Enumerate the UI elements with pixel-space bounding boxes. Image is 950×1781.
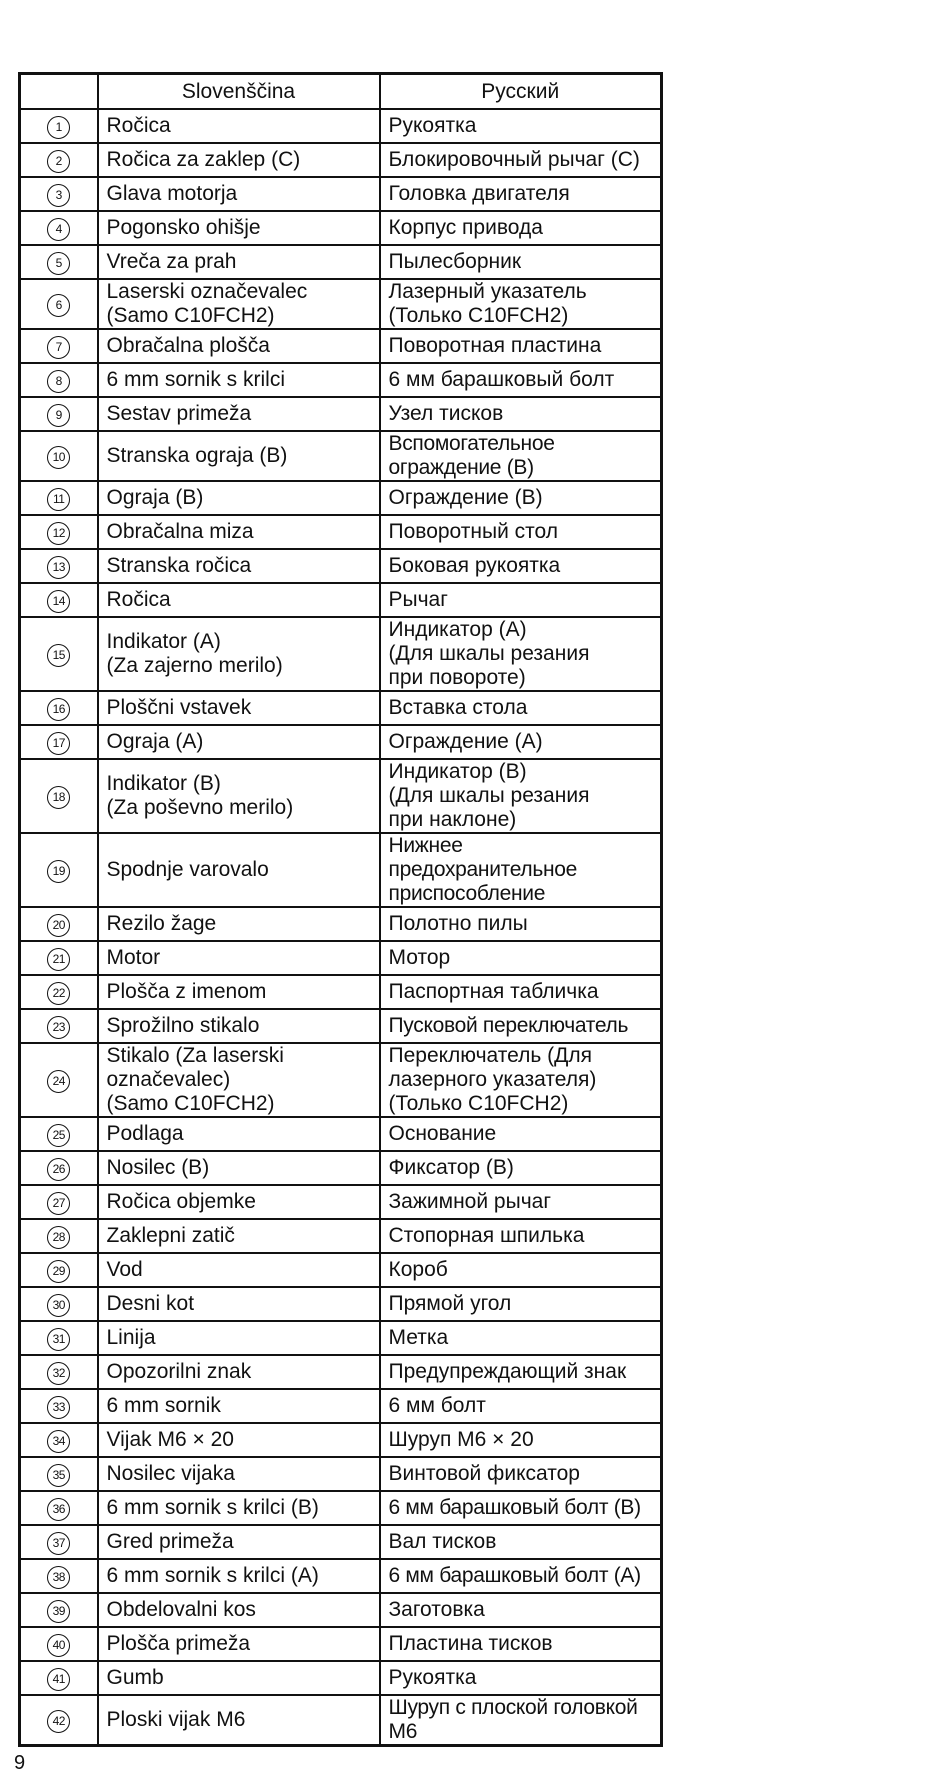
russian-term-cell: Предупреждающий знак — [380, 1355, 662, 1389]
russian-term-cell: Вал тисков — [380, 1525, 662, 1559]
item-number-cell — [20, 1627, 98, 1661]
russian-term-cell: Блокировочный рычаг (C) — [380, 143, 662, 177]
item-number-cell — [20, 397, 98, 431]
item-number-cell — [20, 1661, 98, 1695]
item-number-circle: 41 — [47, 1668, 70, 1691]
item-number-circle: 24 — [47, 1070, 70, 1093]
slovenian-term-cell: Obračalna miza — [98, 515, 380, 549]
russian-term-cell: Рукоятка — [380, 1661, 662, 1695]
slovenian-term-cell: 6 mm sornik — [98, 1389, 380, 1423]
item-number-circle: 14 — [47, 590, 70, 613]
slovenian-term-cell: Ročica — [98, 109, 380, 143]
item-number-circle: 5 — [47, 252, 70, 275]
slovenian-term-cell: Obračalna plošča — [98, 329, 380, 363]
table-row — [20, 1219, 662, 1253]
table-row — [20, 1695, 662, 1746]
russian-term-cell: Вспомогательное ограждение (B) — [380, 431, 662, 481]
header-slovenian: Slovenščina — [98, 74, 380, 110]
table-row — [20, 1593, 662, 1627]
russian-term-cell: Узел тисков — [380, 397, 662, 431]
header-number — [20, 74, 98, 110]
slovenian-term-cell: Ročica za zaklep (C) — [98, 143, 380, 177]
item-number-circle: 17 — [47, 732, 70, 755]
table-row — [20, 833, 662, 907]
item-number-cell — [20, 1389, 98, 1423]
table-row — [20, 245, 662, 279]
slovenian-term-cell: Plošča z imenom — [98, 975, 380, 1009]
slovenian-term-cell: Indikator (A) (Za zajerno merilo) — [98, 617, 380, 691]
russian-term-cell: Мотор — [380, 941, 662, 975]
item-number-cell — [20, 1457, 98, 1491]
item-number-circle: 34 — [47, 1430, 70, 1453]
slovenian-term-cell: Vijak M6 × 20 — [98, 1423, 380, 1457]
table-row — [20, 1043, 662, 1117]
russian-term-cell: Нижнее предохранительное приспособление — [380, 833, 662, 907]
russian-term-cell: 6 мм барашковый болт — [380, 363, 662, 397]
table-row — [20, 1185, 662, 1219]
item-number-circle: 26 — [47, 1158, 70, 1181]
item-number-cell — [20, 177, 98, 211]
table-row — [20, 397, 662, 431]
item-number-cell — [20, 329, 98, 363]
russian-term-cell: Рукоятка — [380, 109, 662, 143]
item-number-cell — [20, 833, 98, 907]
russian-term-cell: Полотно пилы — [380, 907, 662, 941]
item-number-cell — [20, 1593, 98, 1627]
item-number-circle: 36 — [47, 1498, 70, 1521]
item-number-cell — [20, 583, 98, 617]
table-row — [20, 583, 662, 617]
slovenian-term-cell: Vreča za prah — [98, 245, 380, 279]
item-number-cell — [20, 1355, 98, 1389]
item-number-cell — [20, 549, 98, 583]
russian-term-cell: Пусковой переключатель — [380, 1009, 662, 1043]
russian-term-cell: Рычаг — [380, 583, 662, 617]
item-number-cell — [20, 759, 98, 833]
slovenian-term-cell: Desni kot — [98, 1287, 380, 1321]
item-number-cell — [20, 1491, 98, 1525]
slovenian-term-cell: Pogonsko ohišje — [98, 211, 380, 245]
table-row — [20, 975, 662, 1009]
item-number-cell — [20, 1117, 98, 1151]
russian-term-cell: Ограждение (A) — [380, 725, 662, 759]
item-number-circle: 42 — [47, 1710, 70, 1733]
item-number-cell — [20, 515, 98, 549]
item-number-circle: 23 — [47, 1016, 70, 1039]
slovenian-term-cell: Motor — [98, 941, 380, 975]
russian-term-cell: Основание — [380, 1117, 662, 1151]
slovenian-term-cell: Ograja (A) — [98, 725, 380, 759]
table-row — [20, 177, 662, 211]
item-number-cell — [20, 431, 98, 481]
slovenian-term-cell: Gumb — [98, 1661, 380, 1695]
russian-term-cell: Корпус привода — [380, 211, 662, 245]
table-row — [20, 1253, 662, 1287]
item-number-circle: 8 — [47, 370, 70, 393]
item-number-circle: 27 — [47, 1192, 70, 1215]
slovenian-term-cell: Linija — [98, 1321, 380, 1355]
slovenian-term-cell: Sprožilno stikalo — [98, 1009, 380, 1043]
russian-term-cell: Поворотный стол — [380, 515, 662, 549]
table-row — [20, 725, 662, 759]
slovenian-term-cell: Stranska ročica — [98, 549, 380, 583]
slovenian-term-cell: Plošča primeža — [98, 1627, 380, 1661]
russian-term-cell: Короб — [380, 1253, 662, 1287]
slovenian-term-cell: Obdelovalni kos — [98, 1593, 380, 1627]
slovenian-term-cell: 6 mm sornik s krilci — [98, 363, 380, 397]
russian-term-cell: Зажимной рычаг — [380, 1185, 662, 1219]
table-row — [20, 617, 662, 691]
item-number-cell — [20, 1009, 98, 1043]
russian-term-cell: Индикатор (A) (Для шкалы резания при повороте) — [380, 617, 662, 691]
slovenian-term-cell: Spodnje varovalo — [98, 833, 380, 907]
item-number-circle: 10 — [47, 446, 70, 469]
item-number-circle: 20 — [47, 914, 70, 937]
item-number-circle: 28 — [47, 1226, 70, 1249]
russian-term-cell: Шуруп M6 × 20 — [380, 1423, 662, 1457]
item-number-cell — [20, 1219, 98, 1253]
item-number-circle: 37 — [47, 1532, 70, 1555]
item-number-cell — [20, 1423, 98, 1457]
russian-term-cell: Лазерный указатель (Только C10FCH2) — [380, 279, 662, 329]
slovenian-term-cell: Indikator (B) (Za poševno merilo) — [98, 759, 380, 833]
table-row — [20, 515, 662, 549]
item-number-circle: 31 — [47, 1328, 70, 1351]
russian-term-cell: Пластина тисков — [380, 1627, 662, 1661]
slovenian-term-cell: Opozorilni znak — [98, 1355, 380, 1389]
russian-term-cell: Пылесборник — [380, 245, 662, 279]
table-row — [20, 1559, 662, 1593]
table-row — [20, 481, 662, 515]
slovenian-term-cell: Rezilo žage — [98, 907, 380, 941]
item-number-cell — [20, 725, 98, 759]
russian-term-cell: 6 мм барашковый болт (B) — [380, 1491, 662, 1525]
slovenian-term-cell: Laserski označevalec (Samo C10FCH2) — [98, 279, 380, 329]
item-number-circle: 13 — [47, 556, 70, 579]
item-number-cell — [20, 941, 98, 975]
russian-term-cell: Фиксатор (B) — [380, 1151, 662, 1185]
item-number-cell — [20, 907, 98, 941]
table-row — [20, 1117, 662, 1151]
item-number-circle: 33 — [47, 1396, 70, 1419]
item-number-circle: 19 — [47, 860, 70, 883]
table-row — [20, 1491, 662, 1525]
table-header-row — [20, 74, 662, 110]
item-number-cell — [20, 1559, 98, 1593]
item-number-cell — [20, 481, 98, 515]
russian-term-cell: Ограждение (B) — [380, 481, 662, 515]
slovenian-term-cell: Glava motorja — [98, 177, 380, 211]
russian-term-cell: Шуруп с плоской головкой M6 — [380, 1695, 662, 1746]
russian-term-cell: 6 мм барашковый болт (A) — [380, 1559, 662, 1593]
item-number-circle: 11 — [47, 488, 70, 511]
item-number-circle: 15 — [47, 644, 70, 667]
table-row — [20, 143, 662, 177]
item-number-cell — [20, 1525, 98, 1559]
item-number-circle: 29 — [47, 1260, 70, 1283]
item-number-circle: 38 — [47, 1566, 70, 1589]
item-number-circle: 22 — [47, 982, 70, 1005]
item-number-cell — [20, 691, 98, 725]
table-row — [20, 1151, 662, 1185]
table-row — [20, 1423, 662, 1457]
russian-term-cell: Винтовой фиксатор — [380, 1457, 662, 1491]
table-row — [20, 109, 662, 143]
table-row — [20, 279, 662, 329]
table-row — [20, 1389, 662, 1423]
slovenian-term-cell: Stikalo (Za laserski označevalec) (Samo C10FCH2) — [98, 1043, 380, 1117]
item-number-cell — [20, 1253, 98, 1287]
russian-term-cell: Прямой угол — [380, 1287, 662, 1321]
slovenian-term-cell: Ročica objemke — [98, 1185, 380, 1219]
table-row — [20, 1355, 662, 1389]
item-number-circle: 21 — [47, 948, 70, 971]
item-number-circle: 30 — [47, 1294, 70, 1317]
item-number-cell — [20, 143, 98, 177]
table-row — [20, 1321, 662, 1355]
slovenian-term-cell: Zaklepni zatič — [98, 1219, 380, 1253]
slovenian-term-cell: Vod — [98, 1253, 380, 1287]
item-number-circle: 2 — [47, 150, 70, 173]
slovenian-term-cell: Gred primeža — [98, 1525, 380, 1559]
item-number-circle: 6 — [47, 294, 70, 317]
item-number-cell — [20, 1695, 98, 1746]
table-row — [20, 1287, 662, 1321]
slovenian-term-cell: Sestav primeža — [98, 397, 380, 431]
header-russian: Русский — [380, 74, 662, 110]
table-row — [20, 907, 662, 941]
russian-term-cell: Головка двигателя — [380, 177, 662, 211]
slovenian-term-cell: Nosilec vijaka — [98, 1457, 380, 1491]
page-number: 9 — [14, 1752, 26, 1774]
item-number-cell — [20, 1321, 98, 1355]
item-number-cell — [20, 279, 98, 329]
item-number-circle: 35 — [47, 1464, 70, 1487]
table-row — [20, 1661, 662, 1695]
item-number-circle: 16 — [47, 698, 70, 721]
item-number-circle: 1 — [47, 116, 70, 139]
item-number-cell — [20, 1287, 98, 1321]
table-row — [20, 1627, 662, 1661]
parts-table — [18, 72, 663, 1747]
table-row — [20, 431, 662, 481]
item-number-cell — [20, 1185, 98, 1219]
russian-term-cell: Стопорная шпилька — [380, 1219, 662, 1253]
item-number-circle: 39 — [47, 1600, 70, 1623]
slovenian-term-cell: Ročica — [98, 583, 380, 617]
item-number-cell — [20, 211, 98, 245]
item-number-circle: 4 — [47, 218, 70, 241]
russian-term-cell: 6 мм болт — [380, 1389, 662, 1423]
russian-term-cell: Переключатель (Для лазерного указателя) (Только C10FCH2) — [380, 1043, 662, 1117]
item-number-cell — [20, 975, 98, 1009]
item-number-circle: 25 — [47, 1124, 70, 1147]
item-number-circle: 9 — [47, 404, 70, 427]
table-row — [20, 1457, 662, 1491]
slovenian-term-cell: Nosilec (B) — [98, 1151, 380, 1185]
item-number-cell — [20, 109, 98, 143]
table-row — [20, 1525, 662, 1559]
item-number-circle: 7 — [47, 336, 70, 359]
item-number-circle: 12 — [47, 522, 70, 545]
table-row — [20, 1009, 662, 1043]
slovenian-term-cell: Ploski vijak M6 — [98, 1695, 380, 1746]
slovenian-term-cell: 6 mm sornik s krilci (A) — [98, 1559, 380, 1593]
russian-term-cell: Заготовка — [380, 1593, 662, 1627]
slovenian-term-cell: Ograja (B) — [98, 481, 380, 515]
table-row — [20, 941, 662, 975]
item-number-cell — [20, 363, 98, 397]
table-row — [20, 329, 662, 363]
table-row — [20, 363, 662, 397]
russian-term-cell: Метка — [380, 1321, 662, 1355]
item-number-circle: 18 — [47, 786, 70, 809]
table-row — [20, 691, 662, 725]
russian-term-cell: Боковая рукоятка — [380, 549, 662, 583]
slovenian-term-cell: Ploščni vstavek — [98, 691, 380, 725]
table-row — [20, 759, 662, 833]
table-row — [20, 549, 662, 583]
item-number-cell — [20, 1151, 98, 1185]
slovenian-term-cell: 6 mm sornik s krilci (B) — [98, 1491, 380, 1525]
item-number-circle: 40 — [47, 1634, 70, 1657]
item-number-circle: 32 — [47, 1362, 70, 1385]
item-number-cell — [20, 617, 98, 691]
slovenian-term-cell: Stranska ograja (B) — [98, 431, 380, 481]
russian-term-cell: Паспортная табличка — [380, 975, 662, 1009]
russian-term-cell: Поворотная пластина — [380, 329, 662, 363]
russian-term-cell: Индикатор (B) (Для шкалы резания при наклоне) — [380, 759, 662, 833]
item-number-cell — [20, 245, 98, 279]
item-number-circle: 3 — [47, 184, 70, 207]
table-row — [20, 211, 662, 245]
slovenian-term-cell: Podlaga — [98, 1117, 380, 1151]
item-number-cell — [20, 1043, 98, 1117]
russian-term-cell: Вставка стола — [380, 691, 662, 725]
